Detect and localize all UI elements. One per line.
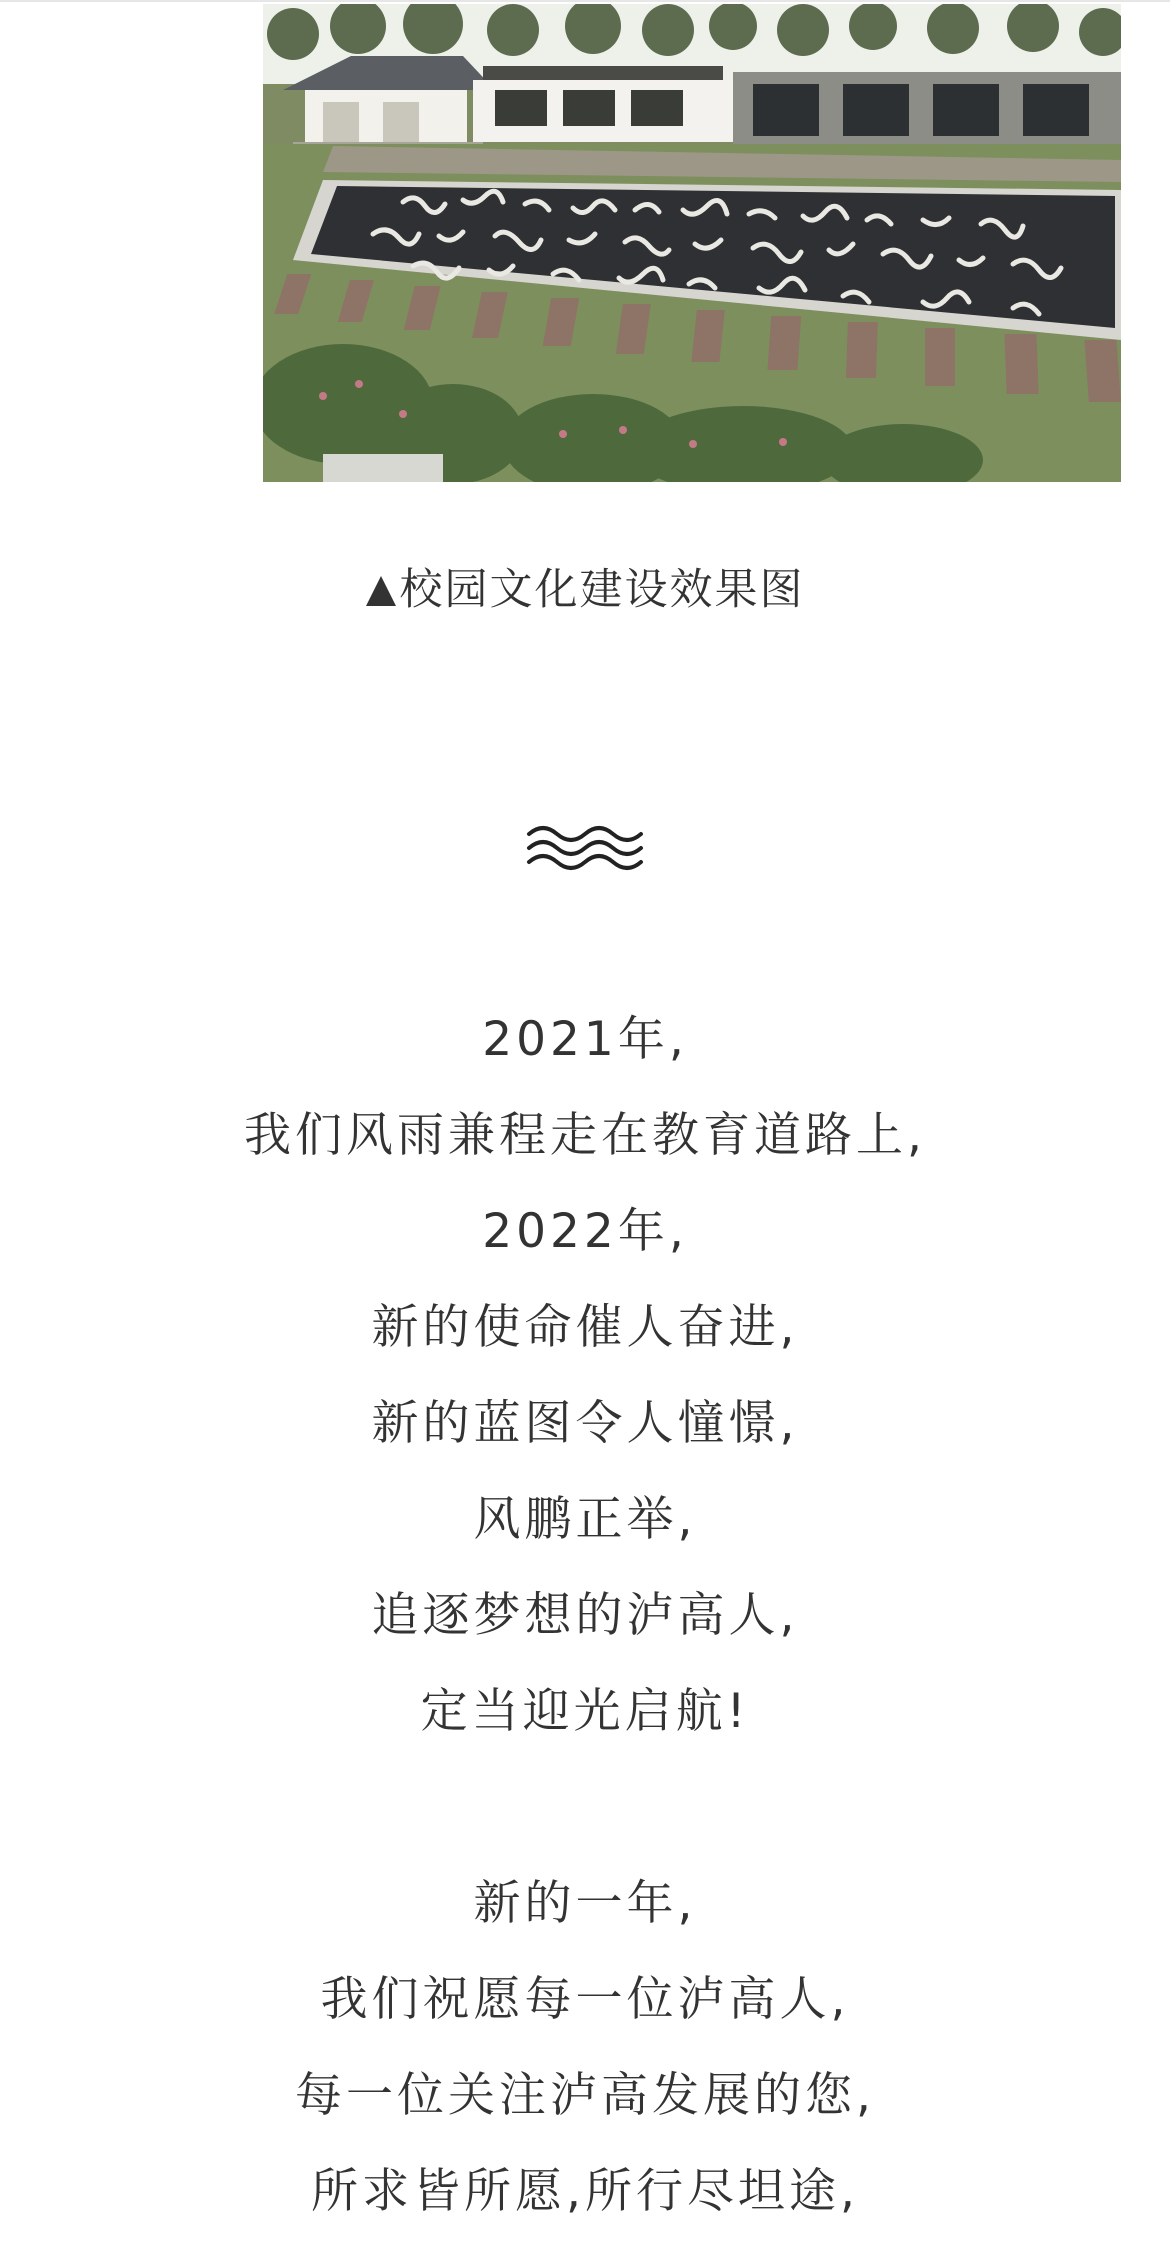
poem-line: 我们风雨兼程走在教育道路上, bbox=[244, 1108, 926, 1163]
wave-icon bbox=[525, 820, 645, 878]
triangle-up-icon bbox=[366, 576, 396, 606]
poem-line: 新的一年, bbox=[473, 1876, 697, 1931]
poem-line: 新的蓝图令人憧憬, bbox=[371, 1396, 799, 1451]
caption-text: 校园文化建设效果图 bbox=[399, 565, 805, 615]
poem-line: 所求皆所愿,所行尽坦途, bbox=[311, 2164, 859, 2219]
poem-line: 新的使命催人奋进, bbox=[371, 1300, 799, 1355]
poem-line: 风鹏正举, bbox=[473, 1492, 697, 1547]
poem-line: 定当迎光启航! bbox=[420, 1684, 750, 1739]
greeting-poem bbox=[0, 1005, 1170, 2253]
poem-line: 追逐梦想的泸高人, bbox=[371, 1588, 799, 1643]
poem-line: 2022年, bbox=[482, 1204, 688, 1259]
poem-line: 我们祝愿每一位泸高人, bbox=[320, 1972, 850, 2027]
campus-culture-rendering-image bbox=[263, 4, 1121, 482]
poem-line: 每一位关注泸高发展的您, bbox=[295, 2068, 875, 2123]
poem-line: 2021年, bbox=[482, 1012, 688, 1067]
image-caption bbox=[0, 558, 1170, 622]
stanza-gap bbox=[0, 1773, 1170, 1869]
top-divider bbox=[0, 0, 1170, 2]
